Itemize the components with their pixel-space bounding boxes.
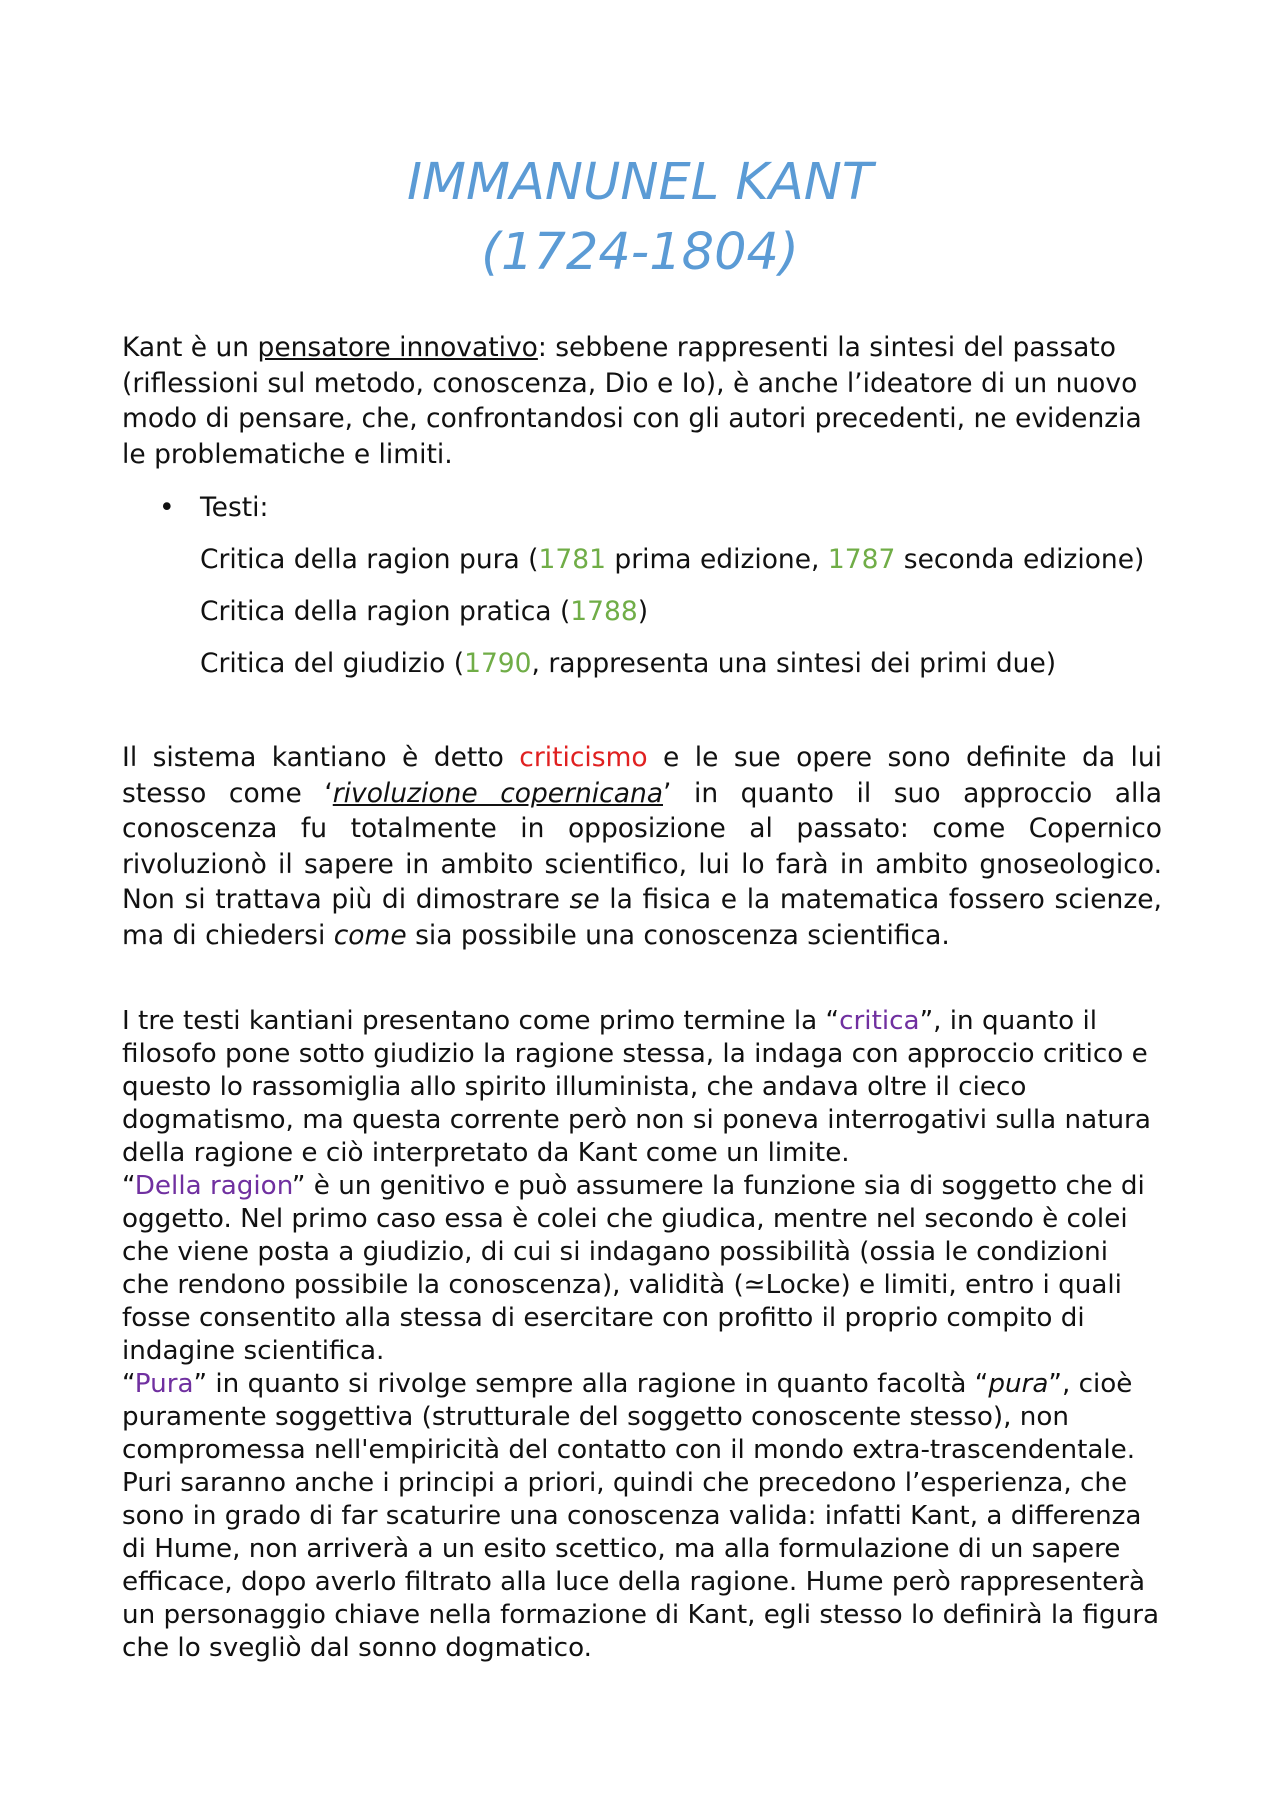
intro-text: Kant è un xyxy=(122,332,258,363)
pura-italic: pura xyxy=(988,1369,1049,1399)
rivoluzione-copernicana: rivoluzione copernicana xyxy=(332,777,663,809)
para-text: e le sue opere sono definite da lui stesso come ‘ xyxy=(122,742,1163,809)
para-text: ”, cioè puramente soggettiva (strutturale del soggetto conoscente stesso), non compromessa nell'empiricità del contatto con il mondo extra-trascendentale. Puri saranno anche i principi a priori, quindi che precedono l’esperienza, che sono in grado di far scaturire una conoscenza valida: infatti Kant, a differenza di Hume, non arriverà a un esito scettico, ma alla formulazione di un sapere efficace, dopo averlo filtrato alla luce della ragione. Hume però rappresenterà un personaggio chiave nella formazione di Kant, egli stesso lo definirà la figura che lo svegliò dal sonno dogmatico. xyxy=(122,1369,1160,1663)
della-ragion-term: Della ragion xyxy=(134,1171,292,1201)
critica-term: critica xyxy=(839,1006,920,1036)
para-text: ”, in quanto il filosofo pone sotto giudizio la ragione stessa, la indaga con approccio critico e questo lo rassomiglia allo spirito illuminista, che andava oltre il cieco dogmatismo, ma questa corrente però non si poneva interrogativi sulla natura della ragione e ciò interpretato da Kant come un limite. xyxy=(122,1006,1151,1168)
texts-label: Testi: xyxy=(200,492,269,523)
criticismo-paragraph xyxy=(122,740,1162,954)
item-text: ) xyxy=(637,596,649,627)
item-text: Critica della ragion pratica ( xyxy=(200,596,571,627)
year: 1788 xyxy=(570,596,638,627)
para-text: sia possibile una conoscenza scientifica. xyxy=(406,919,950,951)
item-text: prima edizione, xyxy=(605,544,828,575)
title-name: IMMANUNEL KANT xyxy=(406,153,874,212)
come-term: come xyxy=(333,919,407,951)
texts-bullet-item xyxy=(122,490,1162,525)
title-dates: (1724-1804) xyxy=(481,223,799,282)
pura-term: Pura xyxy=(134,1369,194,1399)
year: 1787 xyxy=(827,544,896,575)
para-text: “ xyxy=(122,1369,135,1399)
bullet-icon: • xyxy=(159,492,175,523)
item-text: Critica del giudizio ( xyxy=(200,648,465,679)
para-text: ” è un genitivo e può assumere la funzione sia di soggetto che di oggetto. Nel primo caso essa è colei che giudica, mentre nel secondo è colei che viene posta a giudizio, di cui si indagano possibilità (ossia le condizioni che rendono possibile la conoscenza), validità (≃Locke) e limiti, entro i quali fosse consentito alla stessa di esercitare con profitto il proprio compito di indagine scientifica. xyxy=(122,1171,1145,1366)
item-text: , rappresenta una sintesi dei primi due) xyxy=(531,648,1057,679)
critica-paragraph xyxy=(122,1005,1162,1665)
pensatore-innovativo: pensatore innovativo xyxy=(257,332,538,363)
item-text: Critica della ragion pura ( xyxy=(200,544,539,575)
para-text: la fisica e la matematica fossero scienze, ma di chiedersi xyxy=(122,884,1162,951)
para-text: Il sistema kantiano è detto xyxy=(122,742,520,773)
para-text: ’ in quanto il suo approccio alla conoscenza fu totalmente in opposizione al passato: come Copernico rivoluzionò il sapere in ambito scientifico, lui lo farà in ambito gnoseologico. Non si trattava più di dimostrare xyxy=(122,777,1162,916)
year: 1781 xyxy=(538,544,606,575)
intro-text-rest: : sebbene rappresenti la sintesi del passato (riflessioni sul metodo, conoscenza, Dio e Io), è anche l’ideatore di un nuovo modo di pensare, che, confrontandosi con gli autori precedenti, ne evidenzia le problematiche e limiti. xyxy=(122,332,1142,470)
text-item-ragion-pratica xyxy=(122,594,1162,629)
page-title xyxy=(0,148,1280,288)
para-text: “ xyxy=(122,1171,135,1201)
texts-list xyxy=(122,490,1162,698)
para-text: I tre testi kantiani presentano come primo termine la “ xyxy=(122,1006,840,1036)
intro-paragraph xyxy=(122,330,1162,472)
year: 1790 xyxy=(464,648,532,679)
criticismo-term: criticismo xyxy=(519,742,648,773)
text-item-giudizio xyxy=(122,646,1162,681)
text-item-ragion-pura xyxy=(122,542,1162,577)
se-term: se xyxy=(569,884,600,916)
para-text: ” in quanto si rivolge sempre alla ragione in quanto facoltà “ xyxy=(193,1369,989,1399)
item-text: seconda edizione) xyxy=(895,544,1145,575)
